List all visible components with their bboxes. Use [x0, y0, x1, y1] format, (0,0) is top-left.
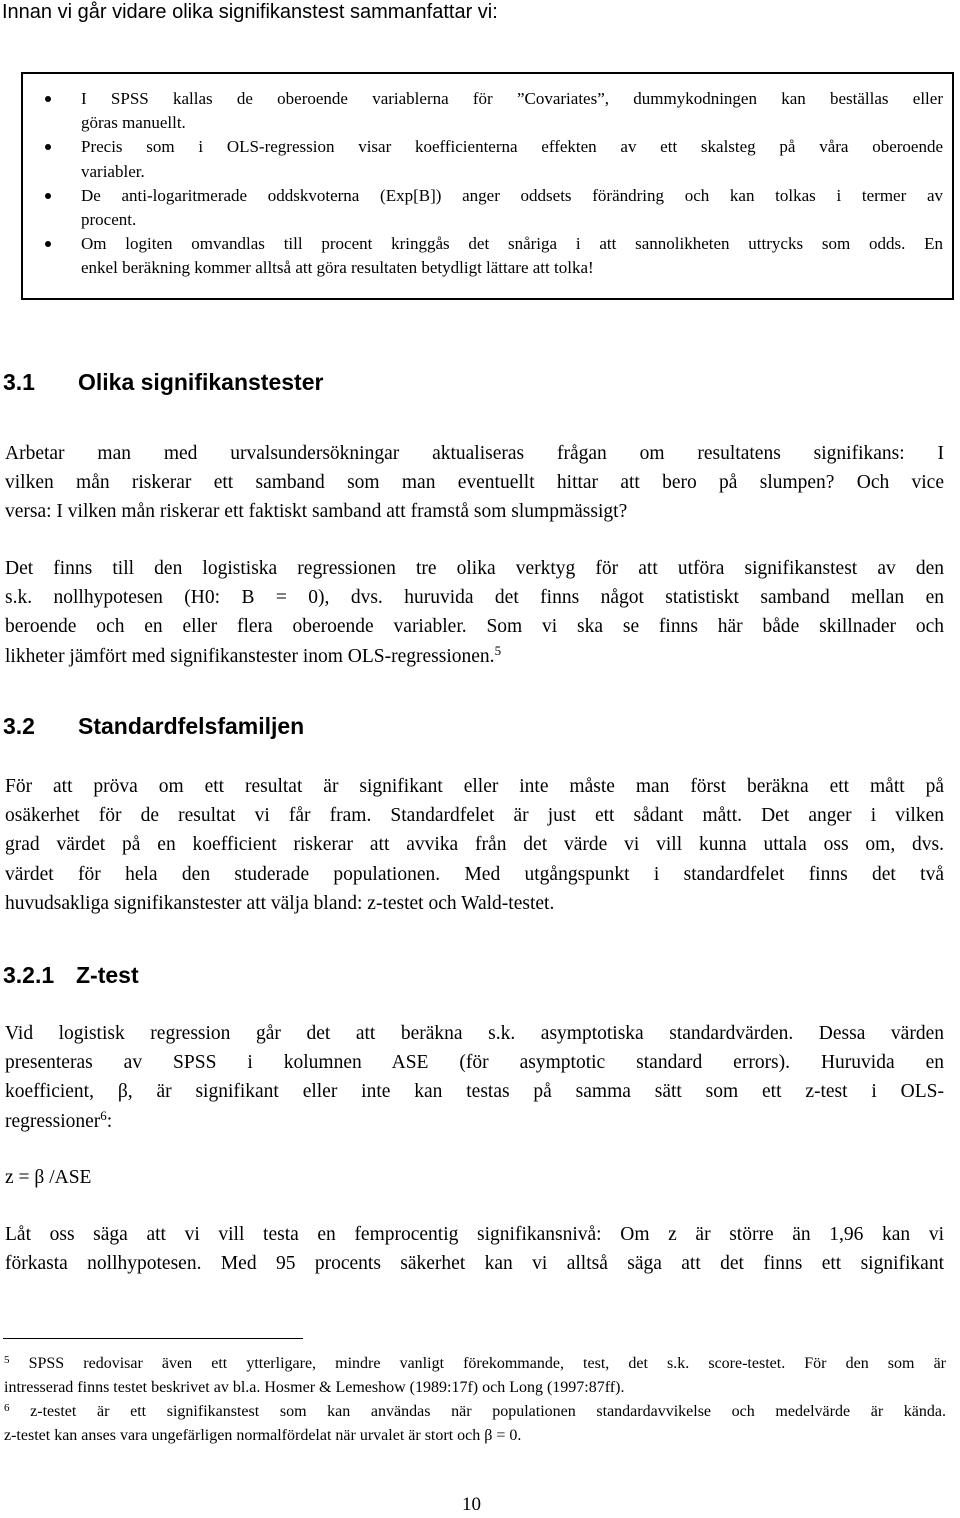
section-heading-3-2-1	[3, 961, 139, 989]
summary-item-line: De anti-logaritmerade oddskvoterna (Exp[B]) anger oddsets förändring och kan tolkas i termer av	[81, 185, 943, 205]
formula-text: z = β /ASE	[5, 1167, 92, 1188]
summary-item-line: Precis som i OLS-regression visar koefficienterna effekten av ett skalsteg på våra oberoende	[81, 137, 943, 157]
footnote-marker: 6	[4, 1402, 10, 1414]
footnote-ref: 6	[100, 1107, 107, 1123]
footnote-line	[4, 1352, 946, 1376]
footnote-ref: 5	[494, 642, 502, 658]
footnote-line-text: SPSS redovisar även ett ytterligare, mindre vanligt förekommande, test, det s.k. score-testet. För den som är	[28, 1355, 947, 1372]
paragraph-line: Det finns till den logistiska regressionen tre olika verktyg för att utföra signifikanstest av den	[5, 558, 944, 579]
paragraph-three-tools	[5, 554, 944, 671]
summary-item	[81, 184, 943, 232]
footnote-line-text: z-testet är ett signifikanstest som kan användas när populationen standardavvikelse och medelvärde är kända.	[30, 1403, 946, 1420]
paragraph-line: osäkerhet för de resultat vi får fram. Standardfelet är just ett sådant mått. Det anger i vilken	[5, 805, 944, 827]
footnote-6	[4, 1400, 946, 1448]
paragraph-line: koefficient, β, är signifikant eller inte kan testas på samma sätt som ett z-test i OLS-	[5, 1081, 944, 1103]
summary-list	[81, 87, 943, 281]
paragraph-line: huvudsakliga signifikanstester att välja bland: z-testet och Wald-testet.	[5, 892, 555, 914]
paragraph-line: presenteras av SPSS i kolumnen ASE (för asymptotic standard errors). Huruvida en	[5, 1052, 944, 1074]
summary-item-line: procent.	[81, 210, 137, 230]
paragraph-significance-level	[5, 1220, 944, 1278]
summary-box	[21, 72, 954, 300]
footnote-5	[4, 1352, 946, 1400]
paragraph-line: Vid logistisk regression går det att beräkna s.k. asymptotiska standardvärden. Dessa värden	[5, 1023, 944, 1044]
footnote-line: z-testet kan anses vara ungefärligen normalfördelat när urvalet är stort och β = 0.	[4, 1427, 522, 1444]
summary-item	[81, 135, 943, 183]
paragraph-line	[5, 642, 944, 671]
footnote-line	[4, 1400, 946, 1424]
paragraph-line-text: regressioner	[5, 1110, 101, 1132]
page-number: 10	[462, 1494, 481, 1515]
summary-item-line: göras manuellt.	[81, 113, 186, 133]
summary-item-line: enkel beräkning kommer alltså att göra resultaten betydligt lättare att tolka!	[81, 258, 594, 278]
section-heading-3-2	[3, 712, 304, 740]
paragraph-line: beroende och en eller flera oberoende variabler. Som vi ska se finns här både skillnader och	[5, 616, 944, 638]
paragraph-line: förkasta nollhypotesen. Med 95 procents säkerhet kan vi alltså säga att det finns ett signifikant	[5, 1253, 944, 1275]
paragraph-line: versa: I vilken mån riskerar ett faktiskt samband att framstå som slumpmässigt?	[5, 501, 628, 523]
summary-item	[81, 232, 943, 280]
section-number: 3.1	[3, 369, 35, 395]
summary-item	[81, 87, 943, 135]
paragraph-line: s.k. nollhypotesen (H0: B = 0), dvs. huruvida det finns något statistiskt samband mellan en	[5, 587, 944, 609]
paragraph-line: värdet för hela den studerade populationen. Med utgångspunkt i standardfelet finns det två	[5, 863, 944, 885]
paragraph-standard-error	[5, 772, 944, 918]
paragraph-line: Låt oss säga att vi vill testa en femprocentig signifikansnivå: Om z är större än 1,96 kan vi	[5, 1224, 944, 1245]
section-heading-3-1	[3, 368, 323, 396]
paragraph-line: vilken mån riskerar ett samband som man eventuellt hittar att bero på slumpen? Och vice	[5, 472, 944, 494]
formula	[5, 1163, 944, 1192]
footnote-marker: 5	[4, 1354, 10, 1366]
footnote-line: intresserad finns testet beskrivet av bl.a. Hosmer & Lemeshow (1989:17f) och Long (1997:87ff).	[4, 1379, 625, 1396]
section-title: Z-test	[76, 962, 139, 988]
paragraph-line: grad värdet på en koefficient riskerar att avvika från det värde vi vill kunna uttala oss om, dvs.	[5, 834, 944, 856]
section-title: Olika signifikanstester	[78, 369, 324, 395]
section-number: 3.2.1	[3, 962, 55, 988]
paragraph-line	[5, 1107, 944, 1136]
paragraph-line-tail: :	[106, 1110, 113, 1132]
paragraph-z-test	[5, 1019, 944, 1136]
summary-item-line: Om logiten omvandlas till procent kringgås det snåriga i att sannolikheten uttrycks som odds. En	[81, 234, 943, 254]
summary-item-line: I SPSS kallas de oberoende variablerna för ”Covariates”, dummykodningen kan beställas eller	[81, 89, 943, 108]
summary-item-line: variabler.	[81, 161, 145, 181]
section-title: Standardfelsfamiljen	[78, 713, 305, 739]
intro-text: Innan vi går vidare olika signifikanstest sammanfattar vi:	[2, 1, 498, 23]
paragraph-line: Arbetar man med urvalsundersökningar aktualiseras frågan om resultatens signifikans: I	[5, 443, 944, 464]
paragraph-line-text: likheter jämfört med signifikanstester inom OLS-regressionen.	[5, 645, 495, 667]
footnote-divider	[3, 1338, 303, 1339]
paragraph-line: För att pröva om ett resultat är signifikant eller inte måste man först beräkna ett mått på	[5, 776, 944, 797]
paragraph-significance-question	[5, 439, 944, 527]
section-number: 3.2	[3, 713, 35, 739]
